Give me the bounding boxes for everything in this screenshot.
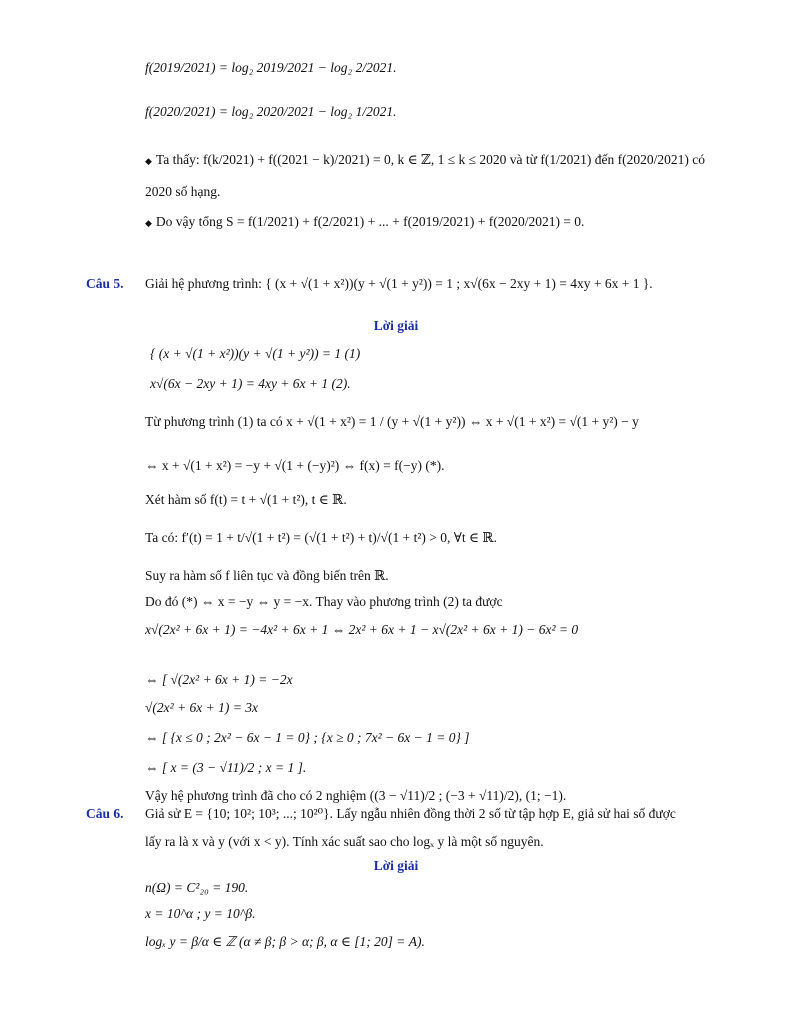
diamond-bullet-icon: ◆: [145, 155, 152, 166]
sample-space: n(Ω) = C²₂₀ = 190.: [145, 880, 249, 895]
eq-f-2020: f(2020/2021) = log₂ 2020/2021 − log₂ 1/2021.: [145, 104, 397, 119]
bullet-line-2: [145, 214, 584, 230]
eq-f-2019: f(2019/2021) = log₂ 2019/2021 − log₂ 2/2021.: [145, 60, 397, 75]
solution-heading-6: Lời giải: [373, 858, 419, 873]
step-derivative: Ta có: f′(t) = 1 + t/√(1 + t²) = (√(1 + t²) + t)/√(1 + t²) > 0, ∀t ∈ ℝ.: [145, 530, 497, 545]
system-eq-2: x√(6x − 2xy + 1) = 4xy + 6x + 1 (2).: [150, 376, 351, 391]
case-conditions: ⇔ [ {x ≤ 0 ; 2x² − 6x − 1 = 0} ; {x ≥ 0 ; 7x² − 6x − 1 = 0} ]: [145, 730, 470, 745]
question-5-label: Câu 5.: [86, 276, 124, 291]
text-do-vay-tong: Do vậy tổng S = f(1/2021) + f(2/2021) + ... + f(2019/2021) + f(2020/2021) = 0.: [155, 214, 585, 229]
system-eq-1: { (x + √(1 + x²))(y + √(1 + y²)) = 1 (1): [150, 346, 361, 361]
diamond-bullet-icon: ◆: [145, 217, 152, 228]
step-equivalence: ⇔ x + √(1 + x²) = −y + √(1 + (−y)²) ⇔ f(x) = f(−y) (*).: [145, 458, 445, 473]
case-solutions: ⇔ [ x = (3 − √11)/2 ; x = 1 ].: [145, 760, 307, 775]
step-substitute: Do đó (*) ⇔ x = −y ⇔ y = −x. Thay vào phương trình (2) ta được: [145, 594, 503, 609]
question-6-text-2: lấy ra là x và y (với x < y). Tính xác suất sao cho logₓ y là một số nguyên.: [145, 834, 544, 849]
question-5-text: Giải hệ phương trình: { (x + √(1 + x²))(y + √(1 + y²)) = 1 ; x√(6x − 2xy + 1) = 4xy + 6x + 1 }.: [145, 276, 653, 291]
text-2020-so-hang: 2020 số hạng.: [145, 184, 221, 199]
step-function: Xét hàm số f(t) = t + √(1 + t²), t ∈ ℝ.: [145, 492, 347, 507]
step-equation: x√(2x² + 6x + 1) = −4x² + 6x + 1 ⇔ 2x² + 6x + 1 − x√(2x² + 6x + 1) − 6x² = 0: [145, 622, 579, 637]
step-from-eq1: Từ phương trình (1) ta có x + √(1 + x²) = 1 / (y + √(1 + y²)) ⇔ x + √(1 + x²) = √(1 + y²) − y: [145, 414, 639, 429]
xy-definition: x = 10^α ; y = 10^β.: [145, 906, 256, 921]
question-6-text-1: Giả sử E = {10; 10²; 10³; ...; 10²⁰}. Lấy ngẫu nhiên đồng thời 2 số từ tập hợp E, giả sử hai số được: [145, 806, 676, 821]
solution-heading-5: Lời giải: [373, 318, 419, 333]
bullet-line-1: [145, 152, 705, 168]
case-sqrt-1: ⇔ [ √(2x² + 6x + 1) = −2x: [145, 672, 293, 687]
text-ta-thay: Ta thấy: f(k/2021) + f((2021 − k)/2021) = 0, k ∈ ℤ, 1 ≤ k ≤ 2020 và từ f(1/2021) đến f(2020/2021) có: [155, 152, 705, 167]
question-6-label: Câu 6.: [86, 806, 124, 821]
case-sqrt-2: √(2x² + 6x + 1) = 3x: [145, 700, 259, 715]
log-condition: logₓ y = β/α ∈ ℤ (α ≠ β; β > α; β, α ∈ [1; 20] = A).: [145, 934, 425, 949]
step-monotonic: Suy ra hàm số f liên tục và đồng biến trên ℝ.: [145, 568, 389, 583]
final-answer-5: Vậy hệ phương trình đã cho có 2 nghiệm ((3 − √11)/2 ; (−3 + √11)/2), (1; −1).: [145, 788, 567, 803]
